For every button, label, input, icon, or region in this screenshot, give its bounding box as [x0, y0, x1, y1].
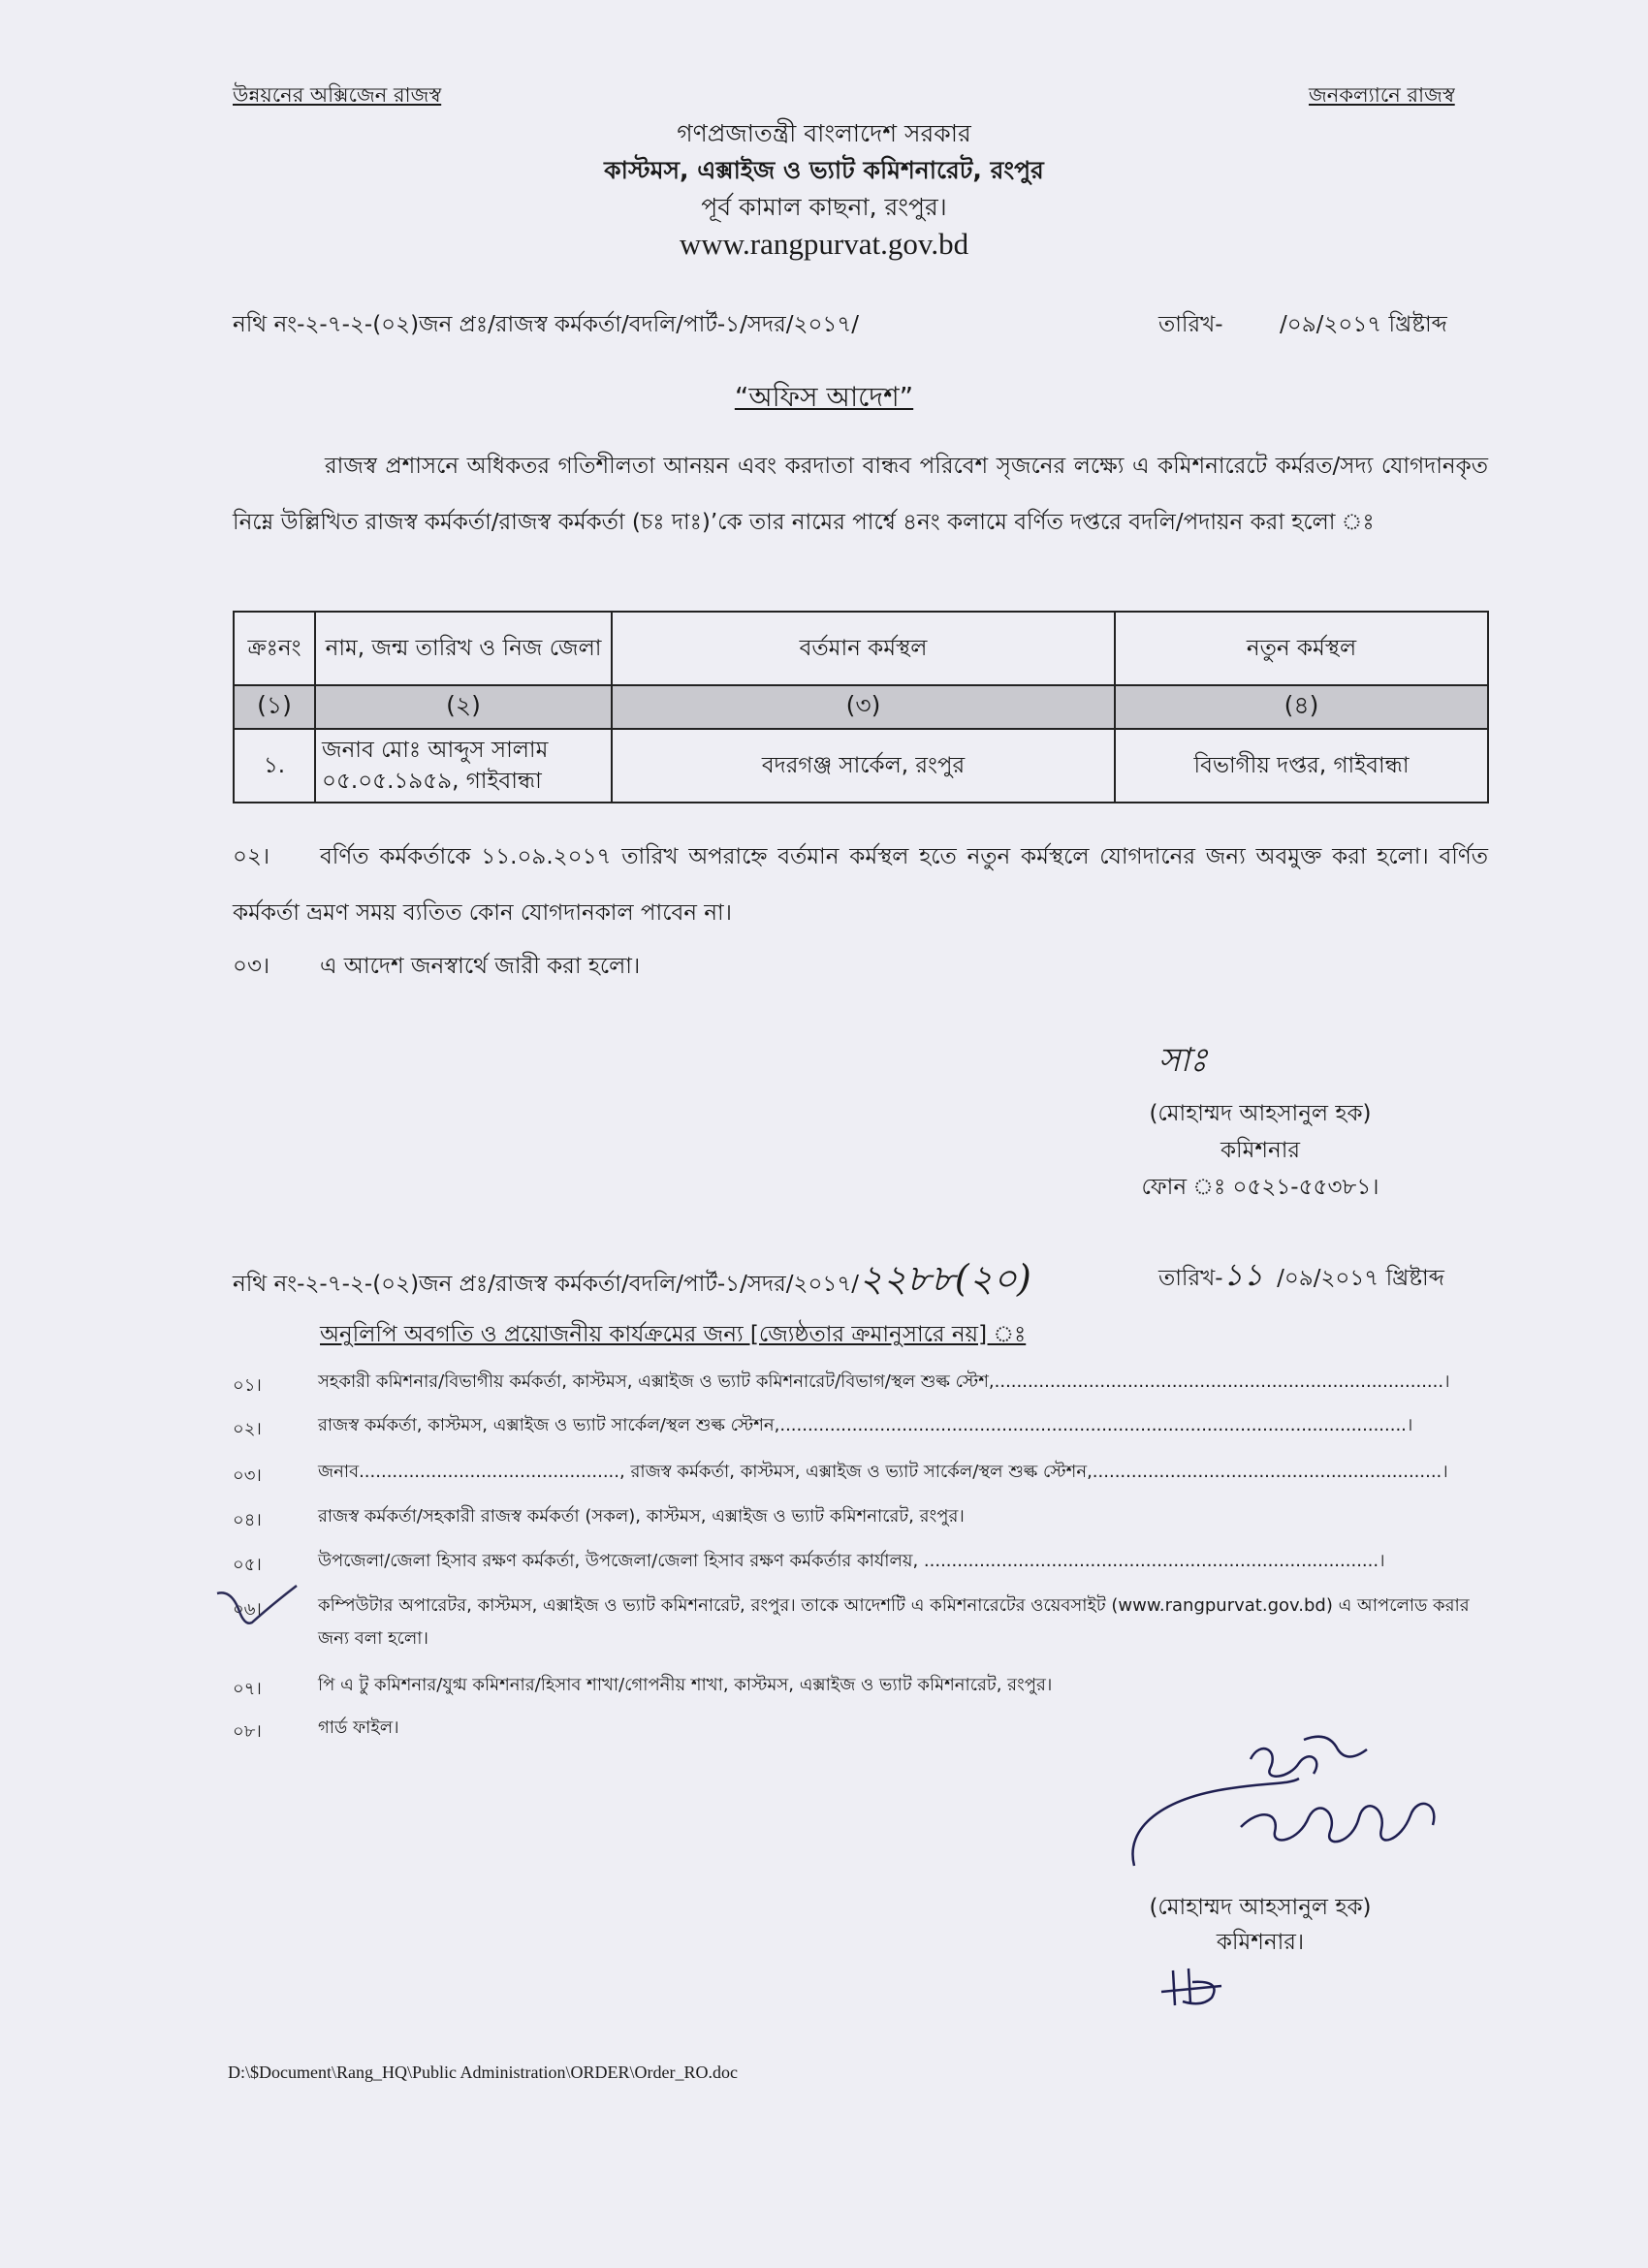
- copy-number: ০৪।: [233, 1510, 262, 1530]
- copy-text: সহকারী কমিশনার/বিভাগীয় কর্মকর্তা, কাস্টমস, এক্সাইজ ও ভ্যাট কমিশনারেট/বিভাগ/স্থল শুল্ক স্টেশ,.................................................................................।: [318, 1371, 1450, 1392]
- copy-text: জনাব..............................................., রাজস্ব কর্মকর্তা, কাস্টমস, এক্সাইজ ও ভ্যাট সার্কেল/স্থল শুল্ক স্টেশন,...............................................................।: [318, 1462, 1448, 1482]
- office-name: কাস্টমস, এক্সাইজ ও ভ্যাট কমিশনারেট, রংপুর: [604, 156, 1044, 184]
- column-number: (৪): [1115, 685, 1488, 729]
- slogan-left: উন্নয়নের অক্সিজেন রাজস্ব: [233, 83, 442, 107]
- clause-text: বর্ণিত কর্মকর্তাকে ১১.০৯.২০১৭ তারিখ অপরাহ্নে বর্তমান কর্মস্থল হতে নতুন কর্মস্থলে যোগদানের জন্য অবমুক্ত করা হলো। বর্ণিত কর্মকর্তা ভ্রমণ সময় ব্যতিত কোন যোগদানকাল পাবেন না।: [233, 844, 1488, 926]
- signatory-name: (মোহাম্মদ আহসানুল হক): [1149, 1895, 1372, 1920]
- government-name: গণপ্রজাতন্ত্রী বাংলাদেশ সরকার: [677, 119, 971, 147]
- copy-text: উপজেলা/জেলা হিসাব রক্ষণ কর্মকর্তা, উপজেলা/জেলা হিসাব রক্ষণ কর্মকর্তার কার্যালয়, ..................................................................................।: [318, 1551, 1385, 1571]
- officer-dob-district: ০৫.০৫.১৯৫৯, গাইবান্ধা: [322, 769, 542, 794]
- row-current-posting: বদরগঞ্জ সার্কেল, রংপুর: [612, 729, 1115, 803]
- header-new-posting: নতুন কর্মস্থল: [1115, 612, 1488, 685]
- signatory-title: কমিশনার: [1220, 1138, 1301, 1163]
- clause-number: ০৩।: [233, 954, 270, 979]
- copy-text: কম্পিউটার অপারেটর, কাস্টমস, এক্সাইজ ও ভ্যাট কমিশনারেট, রংপুর। তাকে আদেশটি এ কমিশনারেটের ওয়েবসাইট (www.rangpurvat.gov.bd) এ আপলোড করার জন্য বলা হলো।: [318, 1595, 1470, 1649]
- column-number-row: [234, 685, 1488, 729]
- reference-2: [233, 1250, 1031, 1312]
- copy-text: রাজস্ব কর্মকর্তা/সহকারী রাজস্ব কর্মকর্তা (সকল), কাস্টমস, এক্সাইজ ও ভ্যাট কমিশনারেট, রংপুর।: [318, 1506, 965, 1527]
- signature-block-2: [1105, 1890, 1415, 1960]
- table-row: [234, 729, 1488, 803]
- copy-text: রাজস্ব কর্মকর্তা, কাস্টমস, এক্সাইজ ও ভ্যাট সার্কেল/স্থল শুল্ক স্টেশন,.................................................................................................................।: [318, 1415, 1413, 1435]
- column-number: (৩): [612, 685, 1115, 729]
- slogan-right: জনকল্যানে রাজস্ব: [1309, 83, 1455, 107]
- clause-text: এ আদেশ জনস্বার্থে জারী করা হলো।: [320, 954, 641, 979]
- table-header-row: [234, 612, 1488, 685]
- row-new-posting: বিভাগীয় দপ্তর, গাইবান্ধা: [1115, 729, 1488, 803]
- column-number: (১): [234, 685, 315, 729]
- copy-number: ০৮।: [233, 1721, 262, 1742]
- header-current-posting: বর্তমান কর্মস্থল: [612, 612, 1115, 685]
- signature-block-1: [1105, 1095, 1415, 1206]
- copy-text: পি এ টু কমিশনার/যুগ্ম কমিশনার/হিসাব শাখা/গোপনীয় শাখা, কাস্টমস, এক্সাইজ ও ভ্যাট কমিশনারেট, রংপুর।: [318, 1675, 1053, 1695]
- file-path-footer: D:\$Document\Rang_HQ\Public Administration\ORDER\Order_RO.doc: [228, 2063, 738, 2082]
- signatory-name: (মোহাম্মদ আহসানুল হক): [1149, 1101, 1372, 1126]
- office-website: www.rangpurvat.gov.bd: [679, 227, 969, 261]
- reference-date: তারিখ- /০৯/২০১৭ খ্রিষ্টাব্দ: [1158, 312, 1447, 337]
- intro-paragraph: রাজস্ব প্রশাসনে অধিকতর গতিশীলতা আনয়ন এবং করদাতা বান্ধব পরিবেশ সৃজনের লক্ষ্যে এ কমিশনারেটে কর্মরত/সদ্য যোগদানকৃত নিম্নে উল্লিখিত রাজস্ব কর্মকর্তা/রাজস্ব কর্মকর্তা (চঃ দাঃ)’কে তার নামের পার্শ্বে ৪নং কলামে বর্ণিত দপ্তরে বদলি/পদায়ন করা হলো ঃ: [233, 454, 1488, 535]
- date-prefix: তারিখ-: [1158, 1266, 1223, 1291]
- copy-number: ০৬।: [233, 1599, 262, 1620]
- clause-03: [233, 938, 1488, 994]
- reference-file-no: নথি নং-২-৭-২-(০২)জন প্রঃ/রাজস্ব কর্মকর্তা/বদলি/পার্ট-১/সদর/২০১৭/: [233, 312, 860, 337]
- order-title: “অফিস আদেশ”: [734, 381, 914, 413]
- copy-number: ০২।: [233, 1419, 262, 1439]
- row-officer: [315, 729, 612, 803]
- header-serial: ক্রঃনং: [234, 612, 315, 685]
- copy-number: ০৩।: [233, 1465, 262, 1486]
- copy-number: ০৫।: [233, 1555, 262, 1575]
- signatory-phone: ফোন ঃ ০৫২১-৫৫৩৮১।: [1141, 1175, 1379, 1200]
- officer-name: জনাব মোঃ আব্দুস সালাম: [322, 738, 549, 763]
- clause-number: ০২।: [233, 844, 270, 869]
- handwritten-tick-mark: [213, 1580, 301, 1638]
- column-number: (২): [315, 685, 612, 729]
- clause-02: [233, 829, 1488, 941]
- header-name: নাম, জন্ম তারিখ ও নিজ জেলা: [315, 612, 612, 685]
- date-suffix: /০৯/২০১৭ খ্রিষ্টাব্দ: [1277, 1266, 1444, 1291]
- initials-mark: [1154, 1963, 1231, 2011]
- row-serial: ১.: [234, 729, 315, 803]
- handwritten-signature: [1105, 1720, 1512, 1895]
- handwritten-memo-no: ২২৮৮(২০): [859, 1257, 1031, 1300]
- signatory-title: কমিশনার।: [1216, 1930, 1305, 1955]
- handwritten-day: ১১: [1222, 1256, 1264, 1293]
- signature-initial: সাঃ: [1158, 1041, 1208, 1080]
- copy-text: গার্ড ফাইল।: [318, 1717, 399, 1738]
- office-address: পূর্ব কামাল কাছনা, রংপুর।: [701, 193, 947, 221]
- reference-2-file-no: নথি নং-২-৭-২-(০২)জন প্রঃ/রাজস্ব কর্মকর্তা/বদলি/পার্ট-১/সদর/২০১৭/: [233, 1272, 860, 1297]
- reference-2-date: [1158, 1250, 1444, 1303]
- copy-number: ০১।: [233, 1375, 262, 1396]
- copy-number: ০৭।: [233, 1679, 262, 1699]
- transfer-table: [233, 611, 1489, 803]
- copy-heading: অনুলিপি অবগতি ও প্রয়োজনীয় কার্যক্রমের জন্য [জ্যেষ্ঠতার ক্রমানুসারে নয়] ঃ: [320, 1322, 1027, 1347]
